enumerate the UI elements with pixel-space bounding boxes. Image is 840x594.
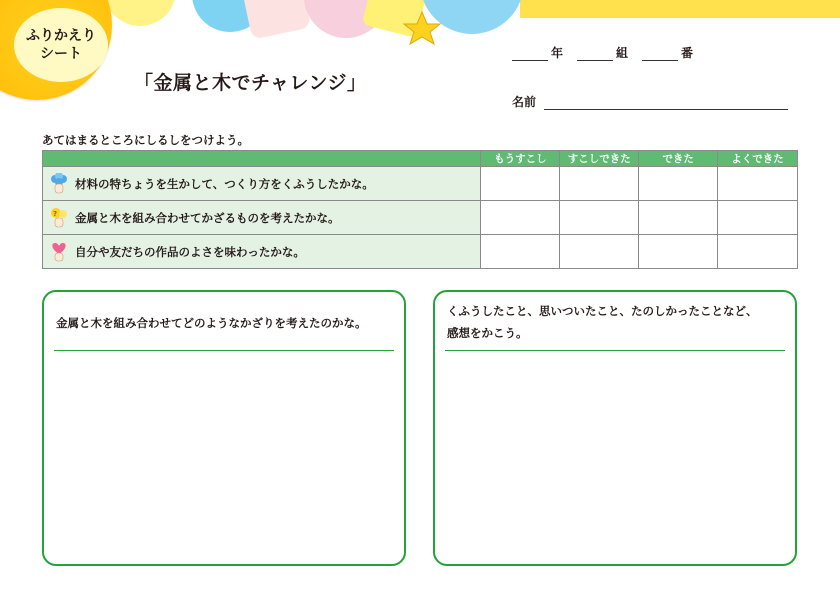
pink-tile-icon	[240, 0, 312, 40]
column-header: すこしできた	[560, 151, 639, 167]
number-label: 番	[681, 46, 694, 60]
reflection-prompt	[447, 300, 758, 344]
reflection-prompt-line2: 感想をかこう。	[447, 326, 528, 340]
blue-flower-icon	[49, 173, 69, 195]
evaluation-table	[42, 150, 798, 269]
instruction-text: あてはまるところにしるしをつけよう。	[42, 133, 249, 147]
column-header: できた	[639, 151, 718, 167]
prompt-divider	[445, 350, 785, 351]
class-field[interactable]	[577, 47, 613, 61]
page-title: 「金属と木でチャレンジ」	[134, 72, 367, 94]
column-header: もうすこし	[481, 151, 560, 167]
rating-cell[interactable]	[481, 167, 560, 201]
name-field[interactable]	[544, 96, 788, 110]
question-cell	[43, 201, 481, 235]
table-row	[43, 201, 798, 235]
rating-cell[interactable]	[639, 235, 718, 269]
year-field[interactable]	[512, 47, 548, 61]
question-cell	[43, 235, 481, 269]
rating-cell[interactable]	[481, 201, 560, 235]
question-cell	[43, 167, 481, 201]
rating-cell[interactable]	[560, 201, 639, 235]
table-header-blank	[43, 151, 481, 167]
table-header-row	[43, 151, 798, 167]
table-row	[43, 235, 798, 269]
reflection-prompt-line1: くふうしたこと、思いついたこと、たのしかったことなど、	[447, 304, 758, 318]
question-text: 自分や友だちの作品のよさを味わったかな。	[75, 244, 305, 259]
class-info-row	[512, 44, 707, 61]
question-text: 材料の特ちょうを生かして、つくり方をくふうしたかな。	[75, 176, 374, 191]
rating-cell[interactable]	[481, 235, 560, 269]
prompt-divider	[54, 350, 394, 351]
blue-bubble-large-icon	[420, 0, 524, 34]
reflection-box[interactable]	[433, 290, 797, 566]
rating-cell[interactable]	[639, 167, 718, 201]
table-row	[43, 167, 798, 201]
yellow-bulb-icon	[49, 207, 69, 229]
class-label: 組	[616, 46, 629, 60]
rating-cell[interactable]	[560, 235, 639, 269]
rating-cell[interactable]	[560, 167, 639, 201]
rating-cell[interactable]	[718, 167, 798, 201]
year-label: 年	[551, 46, 564, 60]
yellow-bubble-icon	[104, 0, 176, 26]
design-idea-box[interactable]	[42, 290, 406, 566]
number-field[interactable]	[642, 47, 678, 61]
pink-heart-icon	[49, 241, 69, 263]
badge-line2: シート	[40, 46, 82, 62]
badge-line1: ふりかえり	[26, 28, 96, 44]
rating-cell[interactable]	[718, 235, 798, 269]
name-row	[512, 93, 791, 110]
question-text: 金属と木を組み合わせてかざるものを考えたかな。	[75, 210, 340, 225]
rating-cell[interactable]	[718, 201, 798, 235]
column-header: よくできた	[718, 151, 798, 167]
top-yellow-strip	[520, 0, 840, 18]
review-sheet-badge	[0, 0, 112, 100]
header-decoration	[90, 0, 530, 50]
design-idea-prompt: 金属と木を組み合わせてどのようなかざりを考えたのかな。	[56, 316, 367, 330]
rating-cell[interactable]	[639, 201, 718, 235]
svg-text:?: ?	[53, 209, 58, 218]
name-label: 名前	[512, 95, 537, 109]
